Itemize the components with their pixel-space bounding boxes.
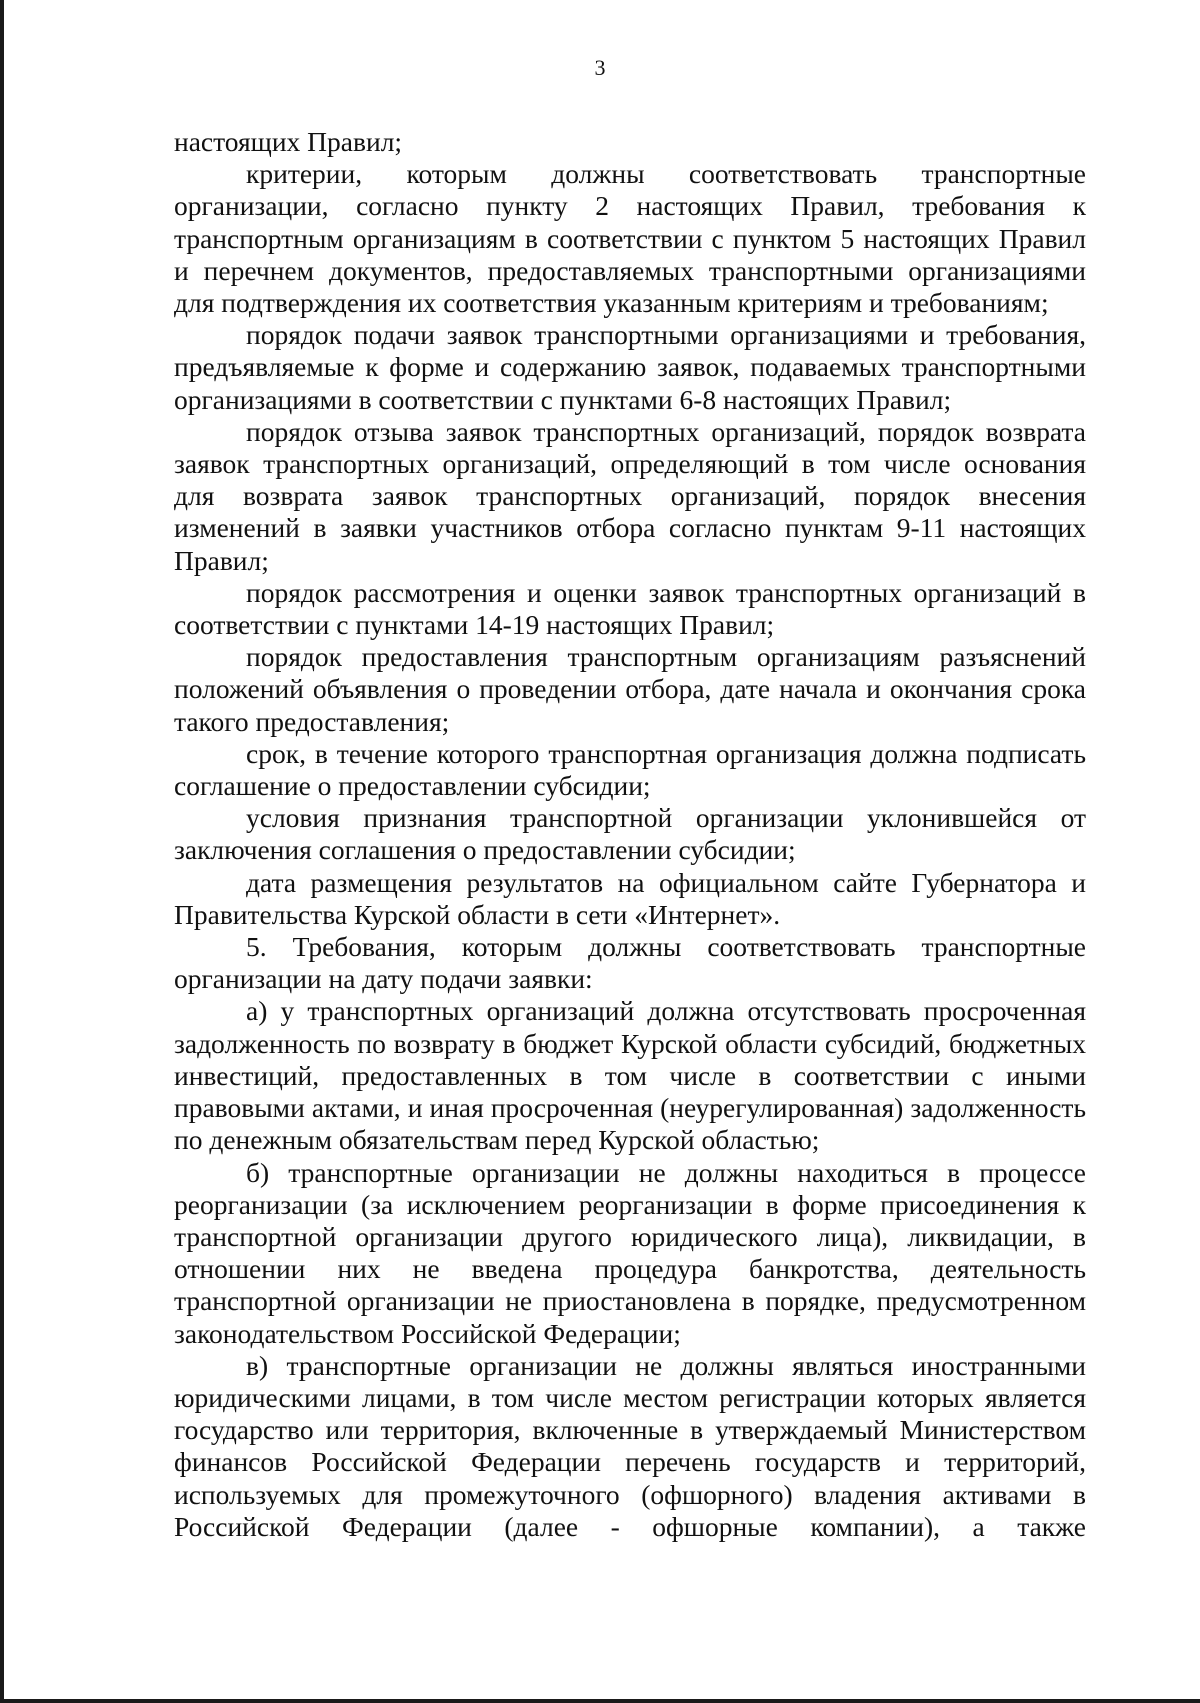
paragraph-section-5: 5. Требования, которым должны соответствовать транспортные организации на дату подачи заявки: bbox=[174, 931, 1086, 995]
paragraph-clarifications: порядок предоставления транспортным организациям разъяснений положений объявления о проведении отбора, дате начала и окончания срока такого предоставления; bbox=[174, 641, 1086, 737]
scan-left-border bbox=[0, 0, 4, 1703]
page-number: 3 bbox=[594, 55, 606, 80]
scan-bottom-border bbox=[0, 1699, 1200, 1703]
paragraph-item-a: а) у транспортных организаций должна отсутствовать просроченная задолженность по возврату в бюджет Курской области субсидий, бюджетных инвестиций, предоставленных в том числе в соответствии с иными правовыми актами, и иная просроченная (неурегулированная) задолженность по денежным обязательствам перед Курской областью; bbox=[174, 995, 1086, 1156]
paragraph-item-v: в) транспортные организации не должны являться иностранными юридическими лицами, в том числе местом регистрации которых является государство или территория, включенные в утверждаемый Министерством финансов Российской Федерации перечень государств и территорий, используемых для промежуточного (офшорного) владения активами в Российской Федерации (далее - офшорные компании), а также bbox=[174, 1349, 1086, 1542]
paragraph-application-procedure: порядок подачи заявок транспортными организациями и требования, предъявляемые к форме и содержанию заявок, подаваемых транспортными организациями в соответствии с пунктами 6-8 настоящих Правил; bbox=[174, 319, 1086, 415]
paragraph-item-b: б) транспортные организации не должны находиться в процессе реорганизации (за исключением реорганизации в форме присоединения к транспортной организации другого юридического лица), ликвидации, в отношении них не введена процедура банкротства, деятельность транспортной организации не приостановлена в порядке, предусмотренном законодательством Российской Федерации; bbox=[174, 1156, 1086, 1349]
paragraph-results-publication: дата размещения результатов на официальном сайте Губернатора и Правительства Курской области в сети «Интернет». bbox=[174, 866, 1086, 930]
paragraph-continuation: настоящих Правил; bbox=[174, 126, 403, 157]
paragraph-evasion-conditions: условия признания транспортной организации уклонившейся от заключения соглашения о предоставлении субсидии; bbox=[174, 802, 1086, 866]
paragraph-signing-deadline: срок, в течение которого транспортная организация должна подписать соглашение о предоставлении субсидии; bbox=[174, 737, 1086, 802]
paragraph-review-procedure: порядок рассмотрения и оценки заявок транспортных организаций в соответствии с пунктами 14-19 настоящих Правил; bbox=[174, 576, 1086, 641]
paragraph-withdrawal-procedure: порядок отзыва заявок транспортных организаций, порядок возврата заявок транспортных организаций, определяющий в том числе основания для возврата заявок транспортных организаций, порядок внесения изменений в заявки участников отбора согласно пунктам 9-11 настоящих Правил; bbox=[174, 415, 1086, 576]
paragraph-criteria: критерии, которым должны соответствовать транспортные организации, согласно пункту 2 настоящих Правил, требования к транспортным организациям в соответствии с пунктом 5 настоящих Правил и перечнем документов, предоставляемых транспортными организациями для подтверждения их соответствия указанным критериям и требованиям; bbox=[174, 158, 1086, 319]
document-body bbox=[174, 126, 1086, 1543]
